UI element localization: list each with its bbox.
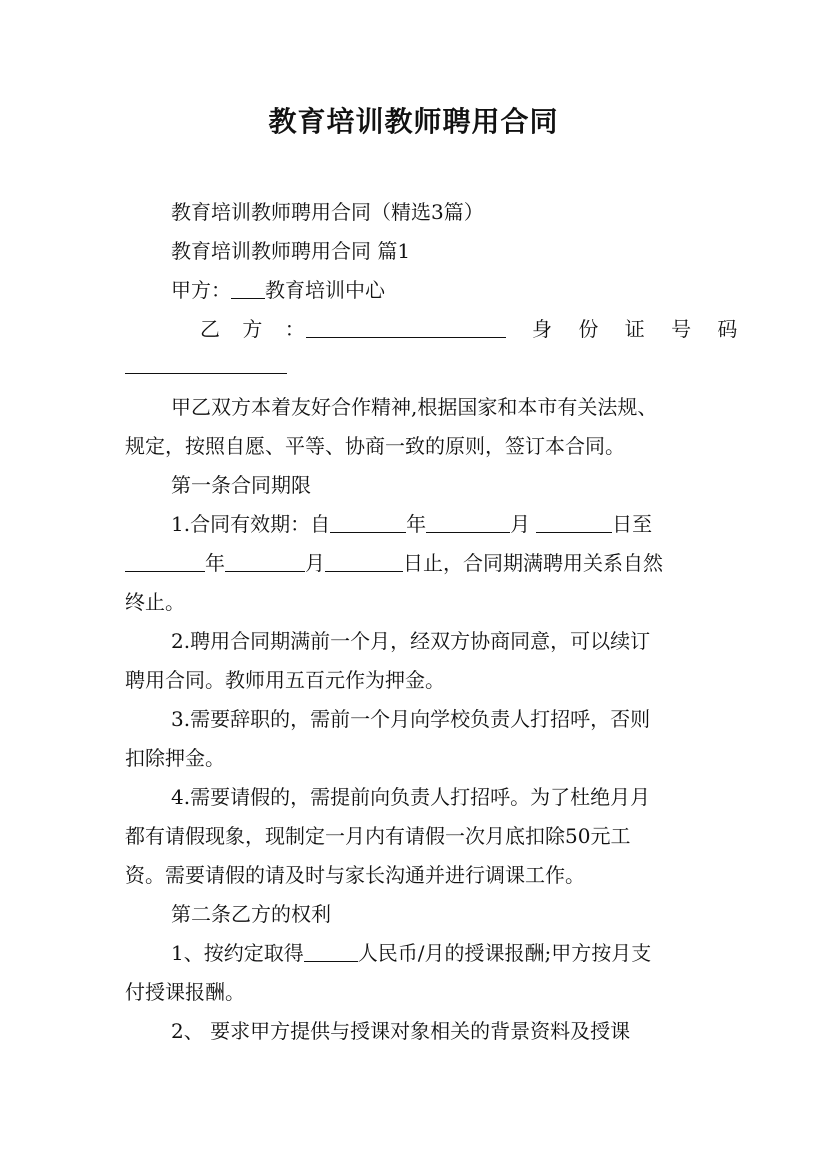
party-b-line [200,315,748,343]
party-b-blank [306,317,506,338]
clause-line: 资。需要请假的请及时与家长沟通并进行调课工作。 [125,863,585,887]
party-a-line [125,276,751,304]
clause-line: 聘用合同。教师用五百元作为押金。 [125,668,445,692]
clause-line [125,549,705,577]
clause-line: 2.聘用合同期满前一个月，经双方协商同意，可以续订 [171,629,651,653]
clause-text: 年 [406,512,427,536]
party-b-label: 乙 方 ： [200,317,313,341]
clause-line [125,510,751,538]
paragraph-line: 甲乙双方本着友好合作精神,根据国家和本市有关法规、 [171,395,658,419]
clause-text: 日至 [612,512,653,536]
party-a-name: 教育培训中心 [265,278,385,302]
clause-line: 付授课报酬。 [125,980,245,1004]
party-a-blank [231,278,265,299]
amount-blank [304,941,358,962]
date-blank [125,551,205,572]
clause-text: 1.合同有效期：自 [171,512,331,536]
article-heading: 第一条合同期限 [171,473,311,497]
clause-text: 1、按约定取得 [171,941,304,965]
date-blank [426,512,510,533]
date-blank [330,512,406,533]
clause-text: 人民币/月的授课报酬;甲方按月支 [357,941,652,965]
clause-text: 月 [305,551,325,575]
date-blank [536,512,612,533]
id-number-blank [125,373,287,374]
clause-line [125,939,751,967]
clause-line: 都有请假现象，现制定一月内有请假一次月底扣除50元工 [125,824,631,848]
date-blank [225,551,305,572]
clause-text: 月 [510,512,531,536]
clause-line: 终止。 [125,590,185,614]
subtitle: 教育培训教师聘用合同（精选3篇） [171,200,484,224]
party-a-label: 甲方： [171,278,231,302]
page-title: 教育培训教师聘用合同 [268,105,559,138]
clause-line: 2、 要求甲方提供与授课对象相关的背景资料及授课 [171,1019,631,1043]
date-blank [325,551,403,572]
paragraph-line: 规定，按照自愿、平等、协商一致的原则，签订本合同。 [125,434,625,458]
clause-text: 日止，合同期满聘用关系自然 [403,551,663,575]
id-label: 身 份 证 号 码 [532,317,748,341]
clause-text: 年 [205,551,225,575]
clause-line: 4.需要请假的，需提前向负责人打招呼。为了杜绝月月 [171,785,651,809]
article-heading: 第二条乙方的权利 [171,902,331,926]
part-heading: 教育培训教师聘用合同 篇1 [171,239,411,263]
clause-line: 扣除押金。 [125,746,225,770]
clause-line: 3.需要辞职的，需前一个月向学校负责人打招呼，否则 [171,707,651,731]
